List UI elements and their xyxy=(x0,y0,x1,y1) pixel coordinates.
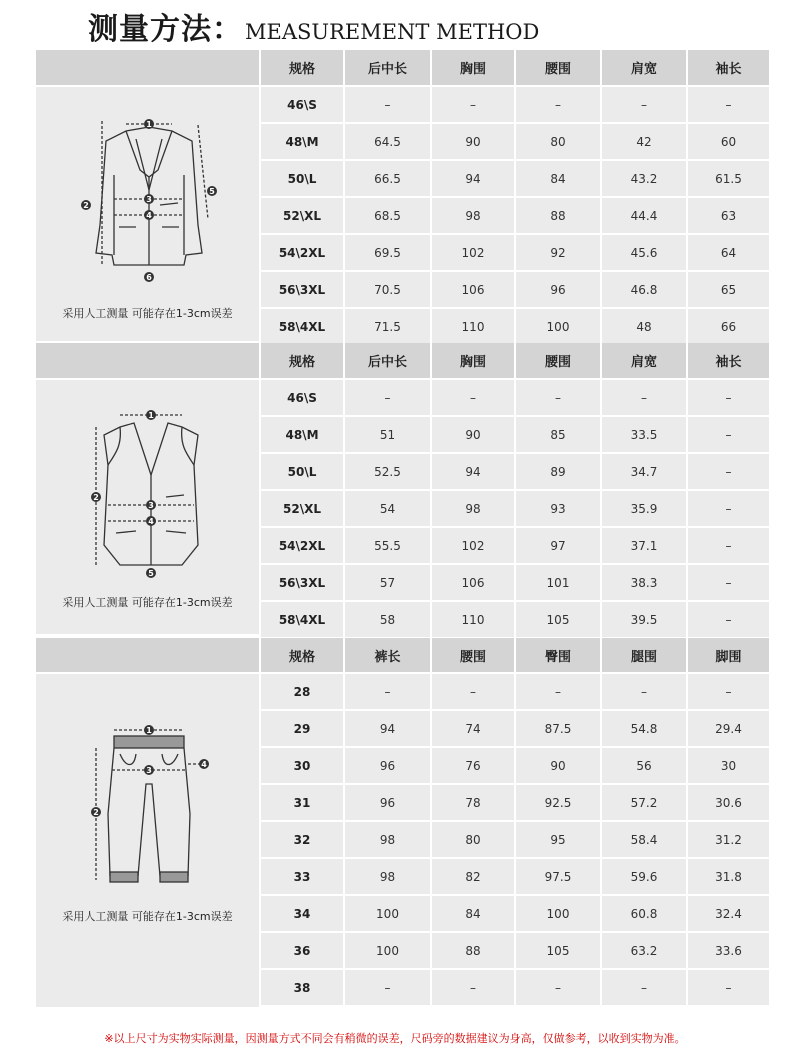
pants-diagram-icon xyxy=(86,724,216,894)
table-cell: 96 xyxy=(345,785,430,820)
table-cell: 34.7 xyxy=(602,454,686,489)
table-cell-size: 28 xyxy=(261,674,343,709)
table-cell: 57 xyxy=(345,565,430,600)
table-cell: – xyxy=(688,87,769,122)
table-cell: 84 xyxy=(516,161,600,196)
title-en: MEASUREMENT METHOD xyxy=(245,20,540,44)
table-cell-size: 52\XL xyxy=(261,198,343,233)
table-cell: 92.5 xyxy=(516,785,600,820)
table-cell: 102 xyxy=(432,528,514,563)
jacket-marker-5: 5 xyxy=(209,187,215,196)
table-cell-size: 30 xyxy=(261,748,343,783)
table-cell: – xyxy=(688,380,769,415)
pants-marker-2: 2 xyxy=(93,808,99,817)
table-header: 袖长 xyxy=(688,343,769,378)
vest-diagram-icon xyxy=(86,405,216,580)
table-cell: – xyxy=(516,87,600,122)
table-cell: 56 xyxy=(602,748,686,783)
table-cell-size: 38 xyxy=(261,970,343,1005)
table-cell: 90 xyxy=(432,417,514,452)
table-cell: 64.5 xyxy=(345,124,430,159)
table-cell: 65 xyxy=(688,272,769,307)
table-header: 腰围 xyxy=(516,343,600,378)
title-zh: 测量方法： xyxy=(88,12,243,47)
table-header: 裤长 xyxy=(345,638,430,672)
table-cell: – xyxy=(516,380,600,415)
table-cell: – xyxy=(602,380,686,415)
table-cell: 58.4 xyxy=(602,822,686,857)
footer-disclaimer: ※以上尺寸为实物实际测量，因测量方式不同会有稍微的误差，尺码旁的数据建议为身高，仅做参考，以收到实物为准。 xyxy=(104,1032,686,1045)
table-header: 后中长 xyxy=(345,50,430,85)
vest-illustration-header xyxy=(36,343,259,378)
table-cell: 98 xyxy=(345,822,430,857)
table-cell: 60.8 xyxy=(602,896,686,931)
table-cell: 105 xyxy=(516,933,600,968)
table-cell: 78 xyxy=(432,785,514,820)
table-cell: – xyxy=(688,602,769,637)
table-cell: 32.4 xyxy=(688,896,769,931)
pants-section xyxy=(36,638,754,1007)
table-cell: – xyxy=(345,87,430,122)
jacket-measure-note: 采用人工测量 可能存在1-3cm误差 xyxy=(62,307,233,320)
table-header: 肩宽 xyxy=(602,50,686,85)
table-cell: 98 xyxy=(345,859,430,894)
table-cell: – xyxy=(688,970,769,1005)
table-cell: 96 xyxy=(516,272,600,307)
table-cell: – xyxy=(688,417,769,452)
pants-illustration-panel xyxy=(36,674,259,1007)
pants-illustration-header xyxy=(36,638,259,672)
table-header: 胸围 xyxy=(432,50,514,85)
table-cell: – xyxy=(688,565,769,600)
table-cell: – xyxy=(432,87,514,122)
table-cell: 42 xyxy=(602,124,686,159)
table-cell-size: 46\S xyxy=(261,380,343,415)
vest-marker-2: 2 xyxy=(93,493,99,502)
table-cell: 74 xyxy=(432,711,514,746)
table-cell: 68.5 xyxy=(345,198,430,233)
table-cell: 80 xyxy=(432,822,514,857)
table-cell: 84 xyxy=(432,896,514,931)
table-cell-size: 33 xyxy=(261,859,343,894)
table-cell: 89 xyxy=(516,454,600,489)
pants-size-table xyxy=(261,638,769,1005)
table-cell-size: 50\L xyxy=(261,161,343,196)
table-cell: – xyxy=(432,380,514,415)
table-cell: 46.8 xyxy=(602,272,686,307)
table-cell: 100 xyxy=(516,896,600,931)
table-cell: 58 xyxy=(345,602,430,637)
table-header: 规格 xyxy=(261,50,343,85)
table-cell: 98 xyxy=(432,491,514,526)
table-cell-size: 58\4XL xyxy=(261,309,343,344)
table-cell: 105 xyxy=(516,602,600,637)
table-cell: 35.9 xyxy=(602,491,686,526)
table-header: 腿围 xyxy=(602,638,686,672)
table-header: 臀围 xyxy=(516,638,600,672)
table-cell: 76 xyxy=(432,748,514,783)
table-cell: 94 xyxy=(432,454,514,489)
jacket-marker-2: 2 xyxy=(83,201,89,210)
pants-measure-note: 采用人工测量 可能存在1-3cm误差 xyxy=(62,910,233,923)
table-cell: 63.2 xyxy=(602,933,686,968)
table-cell: – xyxy=(602,87,686,122)
table-cell: 93 xyxy=(516,491,600,526)
table-cell: 30.6 xyxy=(688,785,769,820)
vest-marker-5: 5 xyxy=(148,569,154,578)
vest-marker-3: 3 xyxy=(148,501,154,510)
table-cell-size: 52\XL xyxy=(261,491,343,526)
table-cell: 98 xyxy=(432,198,514,233)
table-cell: 31.8 xyxy=(688,859,769,894)
table-cell: 95 xyxy=(516,822,600,857)
table-cell: 110 xyxy=(432,602,514,637)
table-cell: 54.8 xyxy=(602,711,686,746)
table-cell-size: 36 xyxy=(261,933,343,968)
table-header: 胸围 xyxy=(432,343,514,378)
table-cell-size: 31 xyxy=(261,785,343,820)
table-cell: 87.5 xyxy=(516,711,600,746)
table-cell: 110 xyxy=(432,309,514,344)
table-cell: – xyxy=(432,970,514,1005)
jacket-marker-6: 6 xyxy=(146,273,152,282)
table-cell: 45.6 xyxy=(602,235,686,270)
table-cell: 61.5 xyxy=(688,161,769,196)
table-cell-size: 56\3XL xyxy=(261,565,343,600)
table-cell: – xyxy=(516,674,600,709)
jacket-illustration-panel xyxy=(36,87,259,341)
table-cell: 48 xyxy=(602,309,686,344)
table-cell: 82 xyxy=(432,859,514,894)
table-cell: 59.6 xyxy=(602,859,686,894)
vest-measure-note: 采用人工测量 可能存在1-3cm误差 xyxy=(62,596,233,609)
jacket-marker-3: 3 xyxy=(146,195,152,204)
page-title xyxy=(88,4,540,47)
table-cell: – xyxy=(432,674,514,709)
table-cell: 64 xyxy=(688,235,769,270)
table-cell-size: 34 xyxy=(261,896,343,931)
table-cell: 88 xyxy=(432,933,514,968)
vest-section xyxy=(36,343,754,634)
jacket-marker-1: 1 xyxy=(146,120,152,129)
table-cell-size: 46\S xyxy=(261,87,343,122)
table-cell: 39.5 xyxy=(602,602,686,637)
table-header: 腰围 xyxy=(432,638,514,672)
table-cell: 102 xyxy=(432,235,514,270)
table-cell: 92 xyxy=(516,235,600,270)
table-cell: 31.2 xyxy=(688,822,769,857)
table-cell-size: 56\3XL xyxy=(261,272,343,307)
table-cell: 33.6 xyxy=(688,933,769,968)
table-header: 脚围 xyxy=(688,638,769,672)
table-cell: 37.1 xyxy=(602,528,686,563)
vest-marker-4: 4 xyxy=(148,517,154,526)
table-header: 规格 xyxy=(261,638,343,672)
jacket-marker-4: 4 xyxy=(146,211,152,220)
table-cell: 52.5 xyxy=(345,454,430,489)
table-cell: 29.4 xyxy=(688,711,769,746)
table-cell: 38.3 xyxy=(602,565,686,600)
table-cell: – xyxy=(688,491,769,526)
table-cell: 33.5 xyxy=(602,417,686,452)
table-cell: 60 xyxy=(688,124,769,159)
table-cell: 100 xyxy=(516,309,600,344)
table-cell: 71.5 xyxy=(345,309,430,344)
table-cell: 43.2 xyxy=(602,161,686,196)
table-cell: – xyxy=(602,674,686,709)
table-cell: 30 xyxy=(688,748,769,783)
table-cell-size: 29 xyxy=(261,711,343,746)
table-cell: 57.2 xyxy=(602,785,686,820)
pants-marker-4: 4 xyxy=(201,760,207,769)
jacket-size-table xyxy=(261,50,769,344)
table-cell-size: 50\L xyxy=(261,454,343,489)
table-cell: 100 xyxy=(345,896,430,931)
table-cell: 66.5 xyxy=(345,161,430,196)
table-header: 肩宽 xyxy=(602,343,686,378)
table-cell: 51 xyxy=(345,417,430,452)
table-cell: 94 xyxy=(432,161,514,196)
vest-size-table xyxy=(261,343,769,637)
table-cell: 106 xyxy=(432,565,514,600)
table-cell-size: 48\M xyxy=(261,417,343,452)
pants-marker-1: 1 xyxy=(146,726,152,735)
table-cell: 97.5 xyxy=(516,859,600,894)
table-cell: 90 xyxy=(432,124,514,159)
table-header: 后中长 xyxy=(345,343,430,378)
table-cell-size: 54\2XL xyxy=(261,235,343,270)
table-cell: 80 xyxy=(516,124,600,159)
table-cell-size: 54\2XL xyxy=(261,528,343,563)
table-cell: – xyxy=(688,528,769,563)
table-cell: 63 xyxy=(688,198,769,233)
vest-marker-1: 1 xyxy=(148,411,154,420)
table-cell-size: 32 xyxy=(261,822,343,857)
table-cell-size: 48\M xyxy=(261,124,343,159)
table-header: 袖长 xyxy=(688,50,769,85)
table-cell-size: 58\4XL xyxy=(261,602,343,637)
table-cell: – xyxy=(345,674,430,709)
table-cell: 106 xyxy=(432,272,514,307)
table-cell: 100 xyxy=(345,933,430,968)
pants-marker-3: 3 xyxy=(146,766,152,775)
table-cell: 44.4 xyxy=(602,198,686,233)
table-cell: – xyxy=(688,454,769,489)
table-cell: 69.5 xyxy=(345,235,430,270)
jacket-illustration-header xyxy=(36,50,259,85)
table-cell: – xyxy=(688,674,769,709)
table-cell: 54 xyxy=(345,491,430,526)
table-cell: 85 xyxy=(516,417,600,452)
jacket-section xyxy=(36,50,754,341)
table-cell: 97 xyxy=(516,528,600,563)
table-cell: – xyxy=(345,380,430,415)
table-cell: – xyxy=(516,970,600,1005)
table-cell: 55.5 xyxy=(345,528,430,563)
table-cell: 70.5 xyxy=(345,272,430,307)
table-cell: 94 xyxy=(345,711,430,746)
vest-illustration-panel xyxy=(36,380,259,634)
jacket-diagram-icon xyxy=(74,115,224,285)
table-cell: – xyxy=(602,970,686,1005)
table-header: 规格 xyxy=(261,343,343,378)
table-cell: 88 xyxy=(516,198,600,233)
table-cell: 66 xyxy=(688,309,769,344)
table-cell: 90 xyxy=(516,748,600,783)
table-cell: 96 xyxy=(345,748,430,783)
table-cell: 101 xyxy=(516,565,600,600)
table-cell: – xyxy=(345,970,430,1005)
table-header: 腰围 xyxy=(516,50,600,85)
